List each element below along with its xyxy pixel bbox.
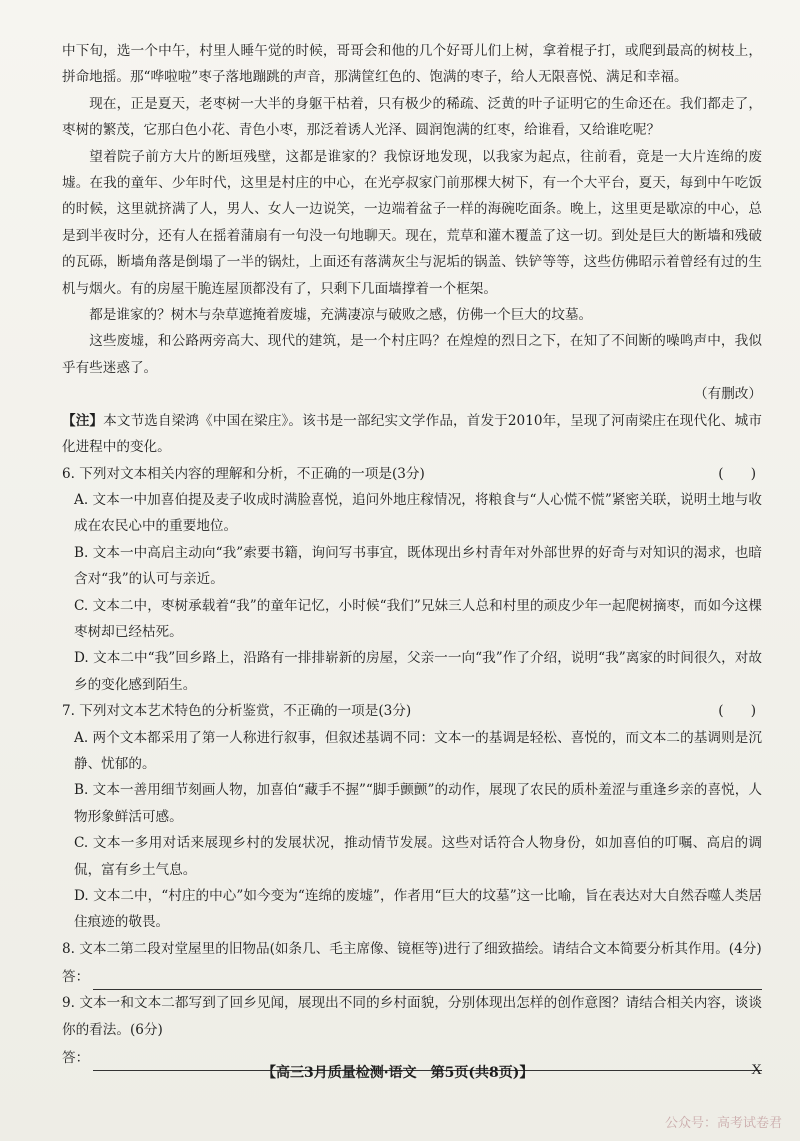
answer-label: 答：: [62, 1049, 90, 1066]
source-note: （有删改）: [694, 386, 762, 403]
question-stem-text: 8. 文本二第二段对堂屋里的旧物品(如条几、毛主席像、镜框等)进行了细致描绘。请结合文本简要分析其作用。(4分): [62, 940, 762, 957]
answer-bracket[interactable]: ( ): [718, 703, 756, 720]
passage-paragraph: 望着院子前方大片的断垣残壁，这都是谁家的？我惊讶地发现，以我家为起点，往前看，竟是一大片连绵的废墟。在我的童年、少年时代，这里是村庄的中心，在光亭叔家门前那棵大树下，有一个大平台，夏天，每到中午吃饭的时候，这里就挤满了人，男人、女人一边说笑，一边端着盆子一样的海碗吃面条。晚上，这里更是歇凉的中心，总是到半夜时分，还有人在摇着蒲扇有一句没一句地聊天。现在，荒草和灌木覆盖了这一切。到处是巨大的断墙和残破的瓦砾，断墙角落是倒塌了一半的锅灶，上面还有落满灰尘与泥垢的锅盖、铁铲等等，这些仿佛昭示着曾经有过的生机与烟火。有的房屋干脆连屋顶都没有了，只剩下几面墙撑着一个框架。: [62, 148, 762, 297]
option-c: C. 文本一多用对话来展现乡村的发展状况，推动情节发展。这些对话符合人物身份，如加喜伯的叮嘱、高启的调侃，富有乡土气息。: [74, 835, 762, 878]
passage: [62, 38, 762, 461]
answer-rule[interactable]: [93, 971, 762, 990]
answer-line[interactable]: [62, 962, 762, 990]
option-c: C. 文本二中，枣树承载着“我”的童年记忆，小时候“我们”兄妹三人总和村里的顽皮少年一起爬树摘枣，而如今这棵枣树却已经枯死。: [74, 597, 762, 640]
question-7: [62, 698, 762, 936]
question-stem-text: 7. 下列对文本艺术特色的分析鉴赏，不正确的一项是(3分): [62, 703, 412, 720]
option-b: B. 文本一中高启主动向“我”索要书籍，询问写书事宜，既体现出乡村青年对外部世界的好奇与对知识的渴求，也暗含对“我”的认可与亲近。: [74, 544, 762, 588]
answer-label: 答：: [62, 968, 90, 985]
option-a: A. 两个文本都采用了第一人称进行叙事，但叙述基调不同：文本一的基调是轻松、喜悦的，而文本二的基调则是沉静、忧郁的。: [74, 729, 762, 772]
annotation-note: [62, 408, 762, 461]
question-6: [62, 461, 762, 699]
passage-paragraph: 中下旬，选一个中午，村里人睡午觉的时候，哥哥会和他的几个好哥儿们上树，拿着棍子打，或爬到最高的树枝上，拼命地摇。那“哗啦啦”枣子落地蹦跳的声音，那满筐红色的、饱满的枣子，给人无限喜悦、满足和幸福。: [62, 43, 762, 86]
question-stem: [62, 461, 762, 487]
page-content: [62, 38, 762, 1071]
question-8: [62, 936, 762, 990]
passage-paragraph: 现在，正是夏天，老枣树一大半的身躯干枯着，只有极少的稀疏、泛黄的叶子证明它的生命还在。我们都走了，枣树的繁茂，它那白色小花、青色小枣，那泛着诱人光泽、圆润饱满的红枣，给谁看，又给谁吃呢？: [62, 95, 762, 139]
footer-mark: X: [751, 1062, 762, 1078]
option-d: D. 文本二中，“村庄的中心”如今变为“连绵的废墟”，作者用“巨大的坟墓”这一比喻，旨在表达对大自然吞噬人类居住痕迹的敬畏。: [74, 888, 762, 931]
option-a: A. 文本一中加喜伯提及麦子收成时满脸喜悦，追问外地庄稼情况，将粮食与“人心慌不慌”紧密关联，说明土地与收成在农民心中的重要地位。: [74, 491, 762, 535]
question-stem: [62, 698, 762, 724]
passage-paragraph: 这些废墟，和公路两旁高大、现代的建筑，是一个村庄吗？在煌煌的烈日之下，在知了不间断的噪鸣声中，我似乎有些迷惑了。: [62, 333, 762, 376]
passage-paragraph: 都是谁家的？树木与杂草遮掩着废墟，充满凄凉与破败之感，仿佛一个巨大的坟墓。: [89, 307, 593, 324]
answer-bracket[interactable]: ( ): [718, 465, 756, 482]
option-b: B. 文本一善用细节刻画人物，加喜伯“藏手不握”“脚手颤颤”的动作，展现了农民的质朴羞涩与重逢乡亲的喜悦，人物形象鲜活可感。: [74, 782, 762, 825]
note-text: 本文节选自梁鸿《中国在梁庄》。该书是一部纪实文学作品，首发于2010年，呈现了河南梁庄在现代化、城市化进程中的变化。: [62, 412, 762, 456]
question-stem-text: 6. 下列对文本相关内容的理解和分析，不正确的一项是(3分): [62, 465, 425, 482]
note-label: 【注】: [62, 412, 104, 429]
watermark: 公众号：高考试卷君: [664, 1116, 782, 1131]
option-d: D. 文本二中“我”回乡路上，沿路有一排排崭新的房屋，父亲一一向“我”作了介绍，说明“我”离家的时间很久，对故乡的变化感到陌生。: [74, 650, 762, 693]
page-footer: [62, 1062, 762, 1086]
footer-page-info: 【高三3月质量检测·语文 第5页(共8页)】: [262, 1065, 534, 1081]
question-9: [62, 990, 762, 1071]
question-stem-text: 9. 文本一和文本二都写到了回乡见闻，展现出不同的乡村面貌，分别体现出怎样的创作意图？请结合相关内容，谈谈你的看法。(6分): [62, 995, 762, 1038]
